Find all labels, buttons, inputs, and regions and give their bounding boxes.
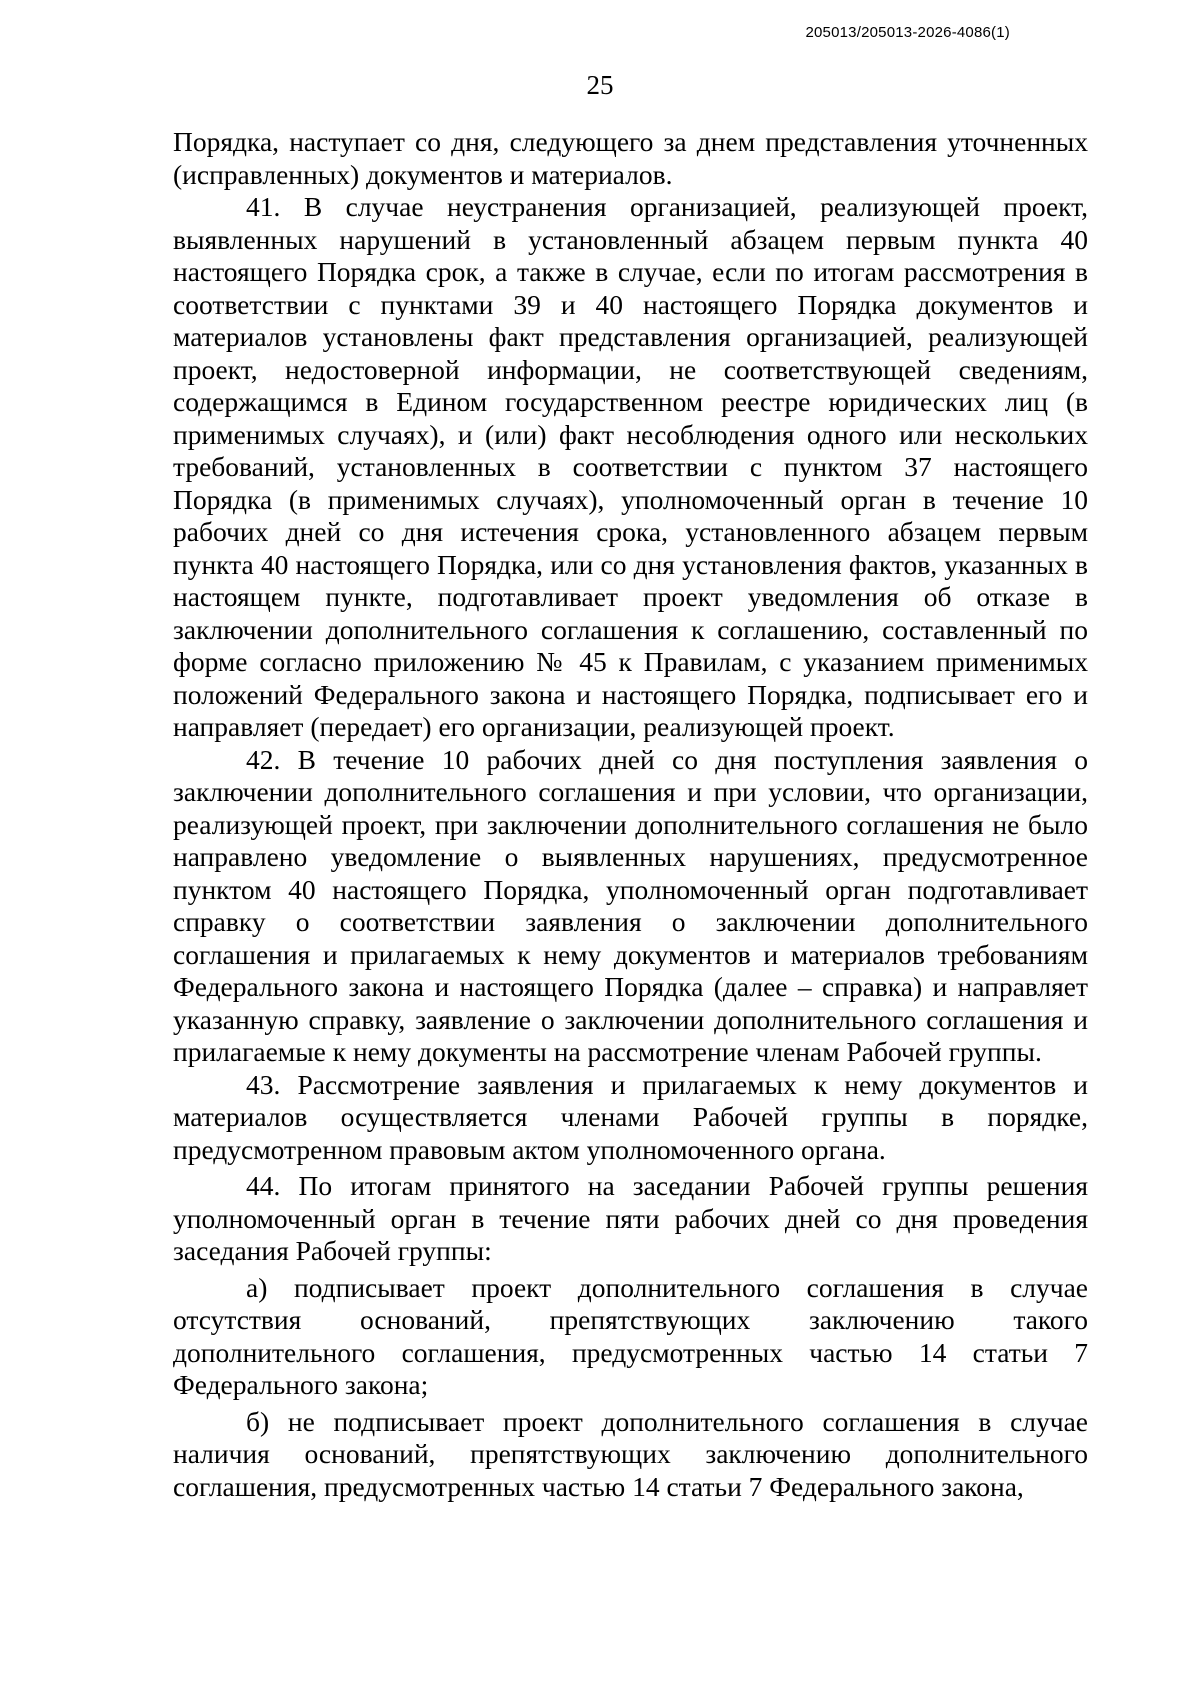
paragraph-44: 44. По итогам принятого на заседании Рабочей группы решения уполномоченный орган в течение пяти рабочих дней со дня проведения заседания Рабочей группы: [173,1170,1088,1266]
paragraph-continuation: Порядка, наступает со дня, следующего за днем представления уточненных (исправленных) документов и материалов. [173,126,1088,190]
document-body [173,126,1088,1503]
document-id: 205013/205013-2026-4086(1) [805,24,1010,41]
paragraph-44-a: а) подписывает проект дополнительного соглашения в случае отсутствия оснований, препятствующих заключению такого дополнительного соглашения, предусмотренных частью 14 статьи 7 Федерального закона; [173,1271,1088,1400]
paragraph-42: 42. В течение 10 рабочих дней со дня поступления заявления о заключении дополнительного соглашения и при условии, что организации, реализующей проект, при заключении дополнительного соглашения не было направлено уведомление о выявленных нарушениях, предусмотренное пунктом 40 настоящего Порядка, уполномоченный орган подготавливает справку о соответствии заявления о заключении дополнительного соглашения и прилагаемых к нему документов и материалов требованиям Федерального закона и настоящего Порядка (далее – справка) и направляет указанную справку, заявление о заключении дополнительного соглашения и прилагаемые к нему документы на рассмотрение членам Рабочей группы. [173,743,1088,1067]
paragraph-44-b: б) не подписывает проект дополнительного соглашения в случае наличия оснований, препятствующих заключению дополнительного соглашения, предусмотренных частью 14 статьи 7 Федерального закона, [173,1405,1088,1502]
page-number: 25 [586,70,614,100]
paragraph-41: 41. В случае неустранения организацией, реализующей проект, выявленных нарушений в установленный абзацем первым пункта 40 настоящего Порядка срок, а также в случае, если по итогам рассмотрения в соответствии с пунктами 39 и 40 настоящего Порядка документов и материалов установлены факт представления организацией, реализующей проект, недостоверной информации, не соответствующей сведениям, содержащимся в Едином государственном реестре юридических лиц (в применимых случаях), и (или) факт несоблюдения одного или нескольких требований, установленных в соответствии с пунктом 37 настоящего Порядка (в применимых случаях), уполномоченный орган в течение 10 рабочих дней со дня истечения срока, установленного абзацем первым пункта 40 настоящего Порядка, или со дня установления фактов, указанных в настоящем пункте, подготавливает проект уведомления об отказе в заключении дополнительного соглашения к соглашению, составленный по форме согласно приложению № 45 к Правилам, с указанием применимых положений Федерального закона и настоящего Порядка, подписывает его и направляет (передает) его организации, реализующей проект. [173,191,1088,742]
paragraph-43: 43. Рассмотрение заявления и прилагаемых к нему документов и материалов осуществляется членами Рабочей группы в порядке, предусмотренном правовым актом уполномоченного органа. [173,1068,1088,1165]
